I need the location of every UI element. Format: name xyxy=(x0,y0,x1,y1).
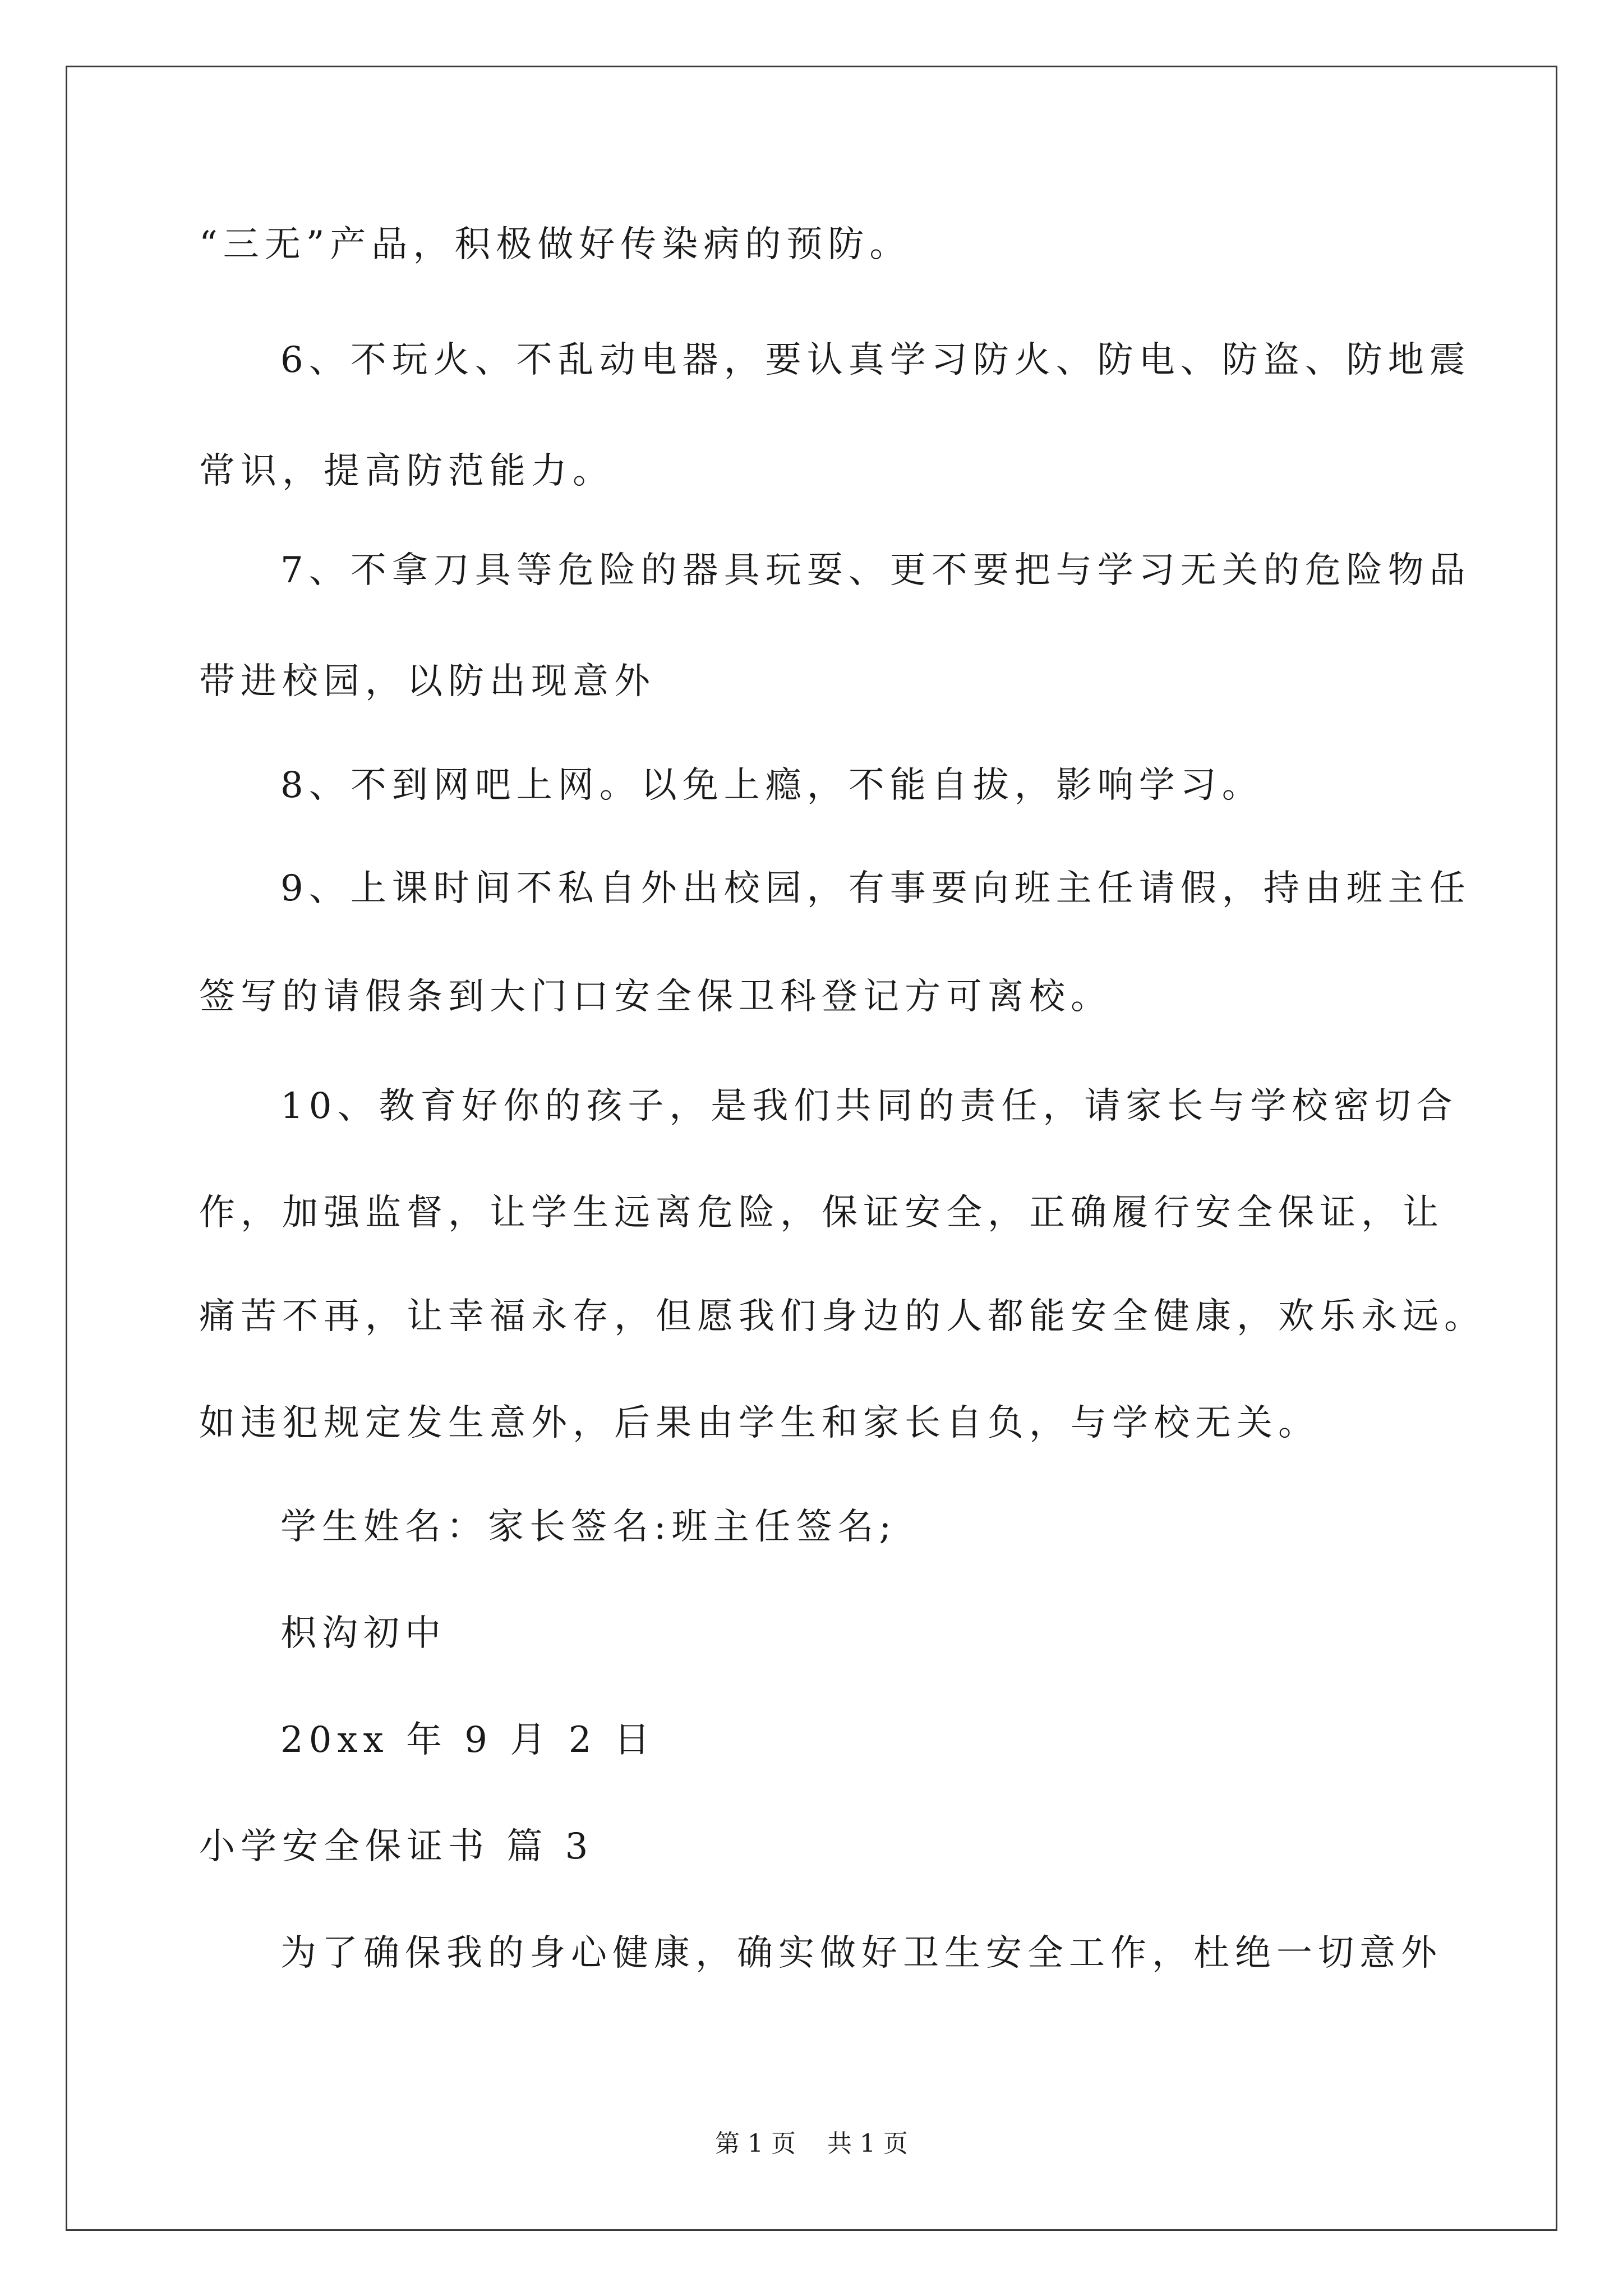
paragraph-line: 痛苦不再，让幸福永存，但愿我们身边的人都能安全健康，欢乐永远。 xyxy=(199,1296,1486,1337)
document-date: 20xx 年 9 月 2 日 xyxy=(280,1719,656,1761)
paragraph-line: 带进校园，以防出现意外 xyxy=(199,661,656,702)
section-title: 小学安全保证书 篇 3 xyxy=(199,1826,594,1867)
paragraph-line: 如违犯规定发生意外，后果由学生和家长自负，与学校无关。 xyxy=(199,1402,1320,1444)
page-footer: 第 1 页 共 1 页 xyxy=(715,2129,908,2158)
paragraph-line: 9、上课时间不私自外出校园，有事要向班主任请假，持由班主任 xyxy=(280,868,1471,909)
school-name: 枳沟初中 xyxy=(280,1613,446,1654)
paragraph-line: 6、不玩火、不乱动电器，要认真学习防火、防电、防盗、防地震 xyxy=(280,339,1471,381)
paragraph-line: “三无”产品，积极做好传染病的预防。 xyxy=(199,224,911,265)
paragraph-line: 为了确保我的身心健康，确实做好卫生安全工作，杜绝一切意外 xyxy=(280,1932,1442,1974)
paragraph-line: 作，加强监督，让学生远离危险，保证安全，正确履行安全保证，让 xyxy=(199,1192,1444,1234)
paragraph-line: 8、不到网吧上网。以免上瘾，不能自拔，影响学习。 xyxy=(280,765,1264,806)
paragraph-line: 10、教育好你的孩子，是我们共同的责任，请家长与学校密切合 xyxy=(280,1085,1458,1127)
paragraph-line: 7、不拿刀具等危险的器具玩耍、更不要把与学习无关的危险物品 xyxy=(280,550,1471,591)
paragraph-line: 签写的请假条到大门口安全保卫科登记方可离校。 xyxy=(199,976,1112,1018)
page-border xyxy=(66,66,1557,2231)
signature-line: 学生姓名：家长签名:班主任签名; xyxy=(280,1506,897,1548)
paragraph-line: 常识，提高防范能力。 xyxy=(199,450,614,492)
